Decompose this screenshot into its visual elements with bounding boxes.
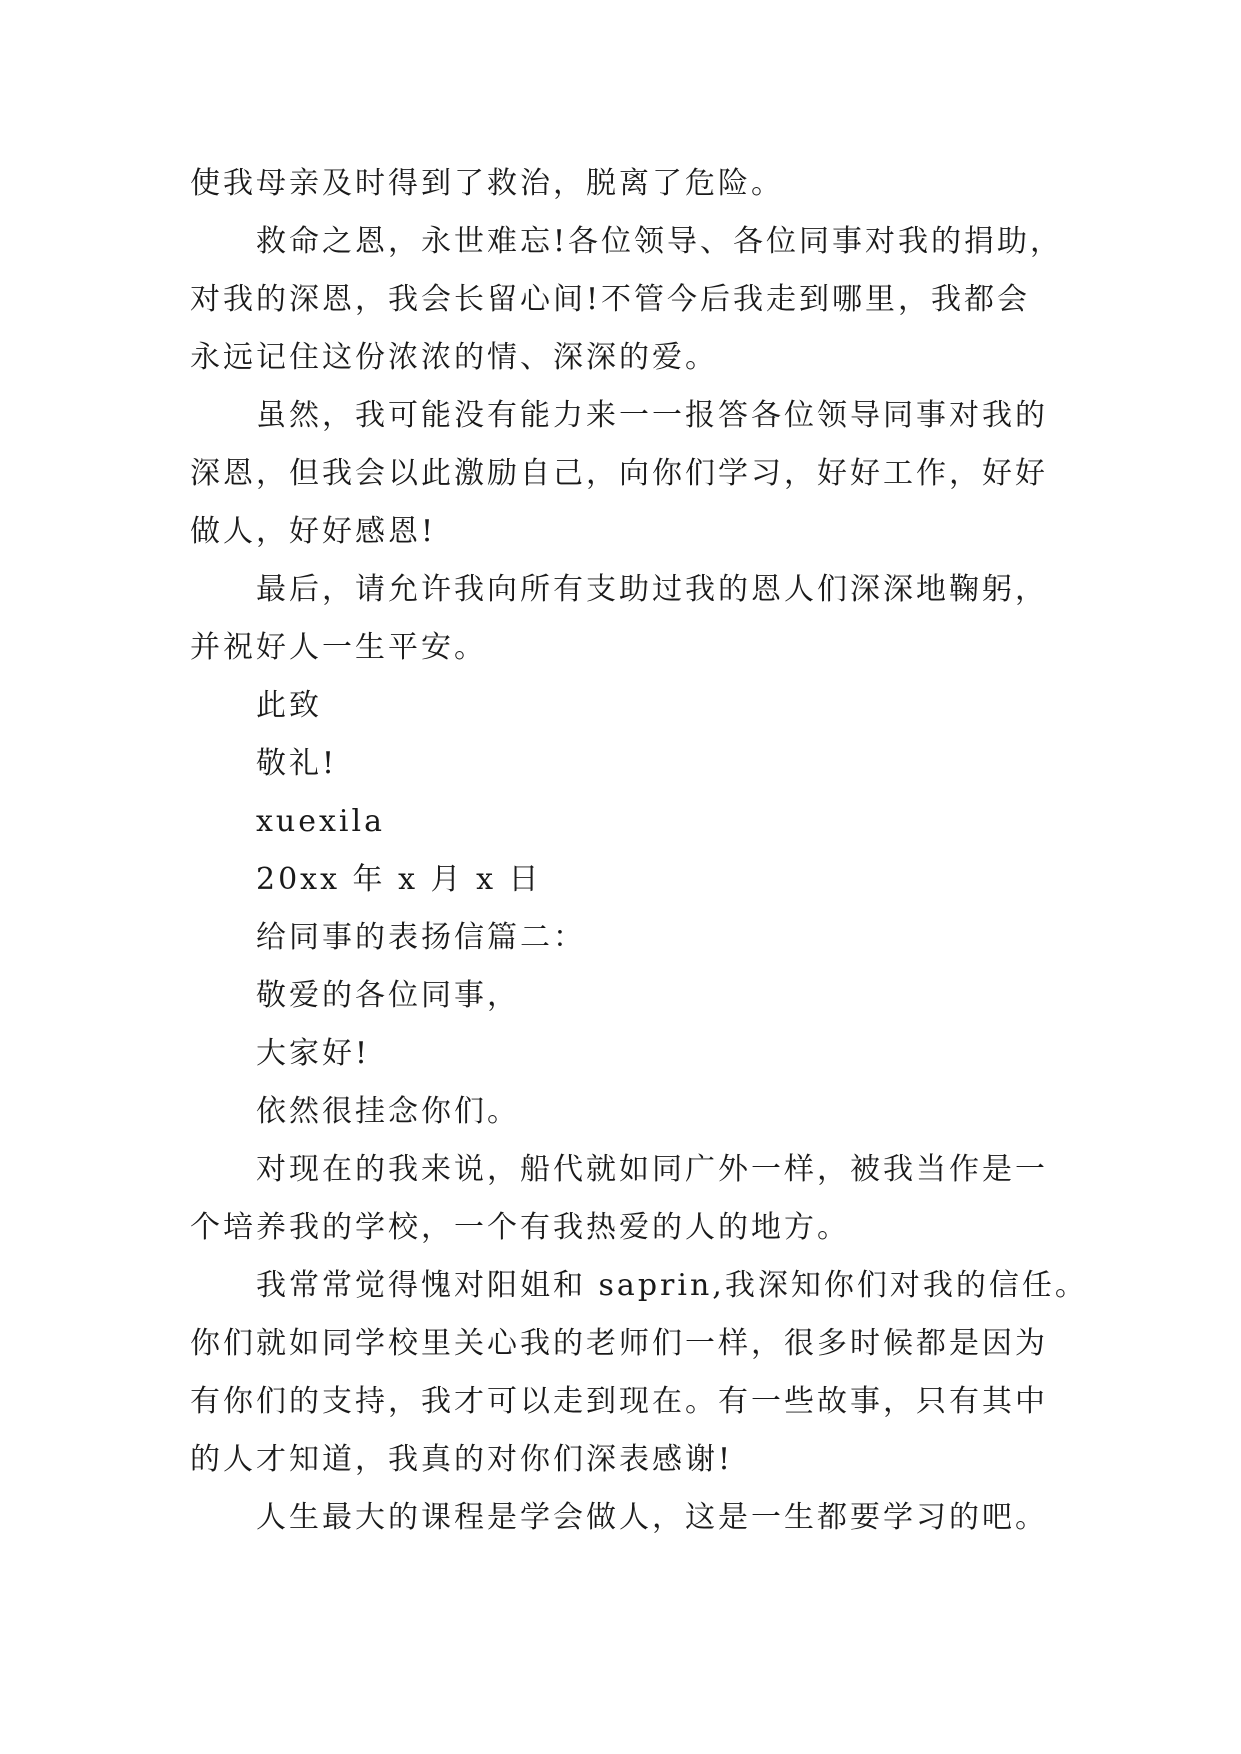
text-line: 救命之恩，永世难忘!各位领导、各位同事对我的捐助， <box>256 224 1064 259</box>
signature-date: 20xx 年 x 月 x 日 <box>256 862 542 897</box>
text-line: 依然很挂念你们。 <box>256 1094 520 1129</box>
closing-salutation: 此致 <box>256 688 322 723</box>
text-line: 我常常觉得愧对阳姐和 saprin,我深知你们对我的信任。 <box>256 1268 1088 1303</box>
text-line: 对我的深恩，我会长留心间!不管今后我走到哪里，我都会 <box>190 282 1031 317</box>
signature-name: xuexila <box>256 804 385 839</box>
text-line: 做人，好好感恩! <box>190 514 437 549</box>
text-line: 并祝好人一生平安。 <box>190 630 487 665</box>
greeting: 敬爱的各位同事， <box>256 978 520 1013</box>
text-line: 永远记住这份浓浓的情、深深的爱。 <box>190 340 718 375</box>
letter-body <box>190 155 1088 1547</box>
text-line: 使我母亲及时得到了救治，脱离了危险。 <box>190 166 784 201</box>
text-line: 你们就如同学校里关心我的老师们一样，很多时候都是因为 <box>190 1326 1048 1361</box>
text-line: 虽然，我可能没有能力来一一报答各位领导同事对我的 <box>256 398 1048 433</box>
greeting-line: 大家好! <box>256 1036 371 1071</box>
text-line: 个培养我的学校，一个有我热爱的人的地方。 <box>190 1210 850 1245</box>
text-line: 人生最大的课程是学会做人，这是一生都要学习的吧。 <box>256 1500 1048 1535</box>
closing-regards: 敬礼! <box>256 746 338 781</box>
text-line: 有你们的支持，我才可以走到现在。有一些故事，只有其中 <box>190 1384 1048 1419</box>
text-line: 最后，请允许我向所有支助过我的恩人们深深地鞠躬， <box>256 572 1048 607</box>
section-heading: 给同事的表扬信篇二： <box>256 920 586 955</box>
text-line: 的人才知道，我真的对你们深表感谢! <box>190 1442 734 1477</box>
text-line: 深恩，但我会以此激励自己，向你们学习，好好工作，好好 <box>190 456 1048 491</box>
text-line: 对现在的我来说，船代就如同广外一样，被我当作是一 <box>256 1152 1048 1187</box>
